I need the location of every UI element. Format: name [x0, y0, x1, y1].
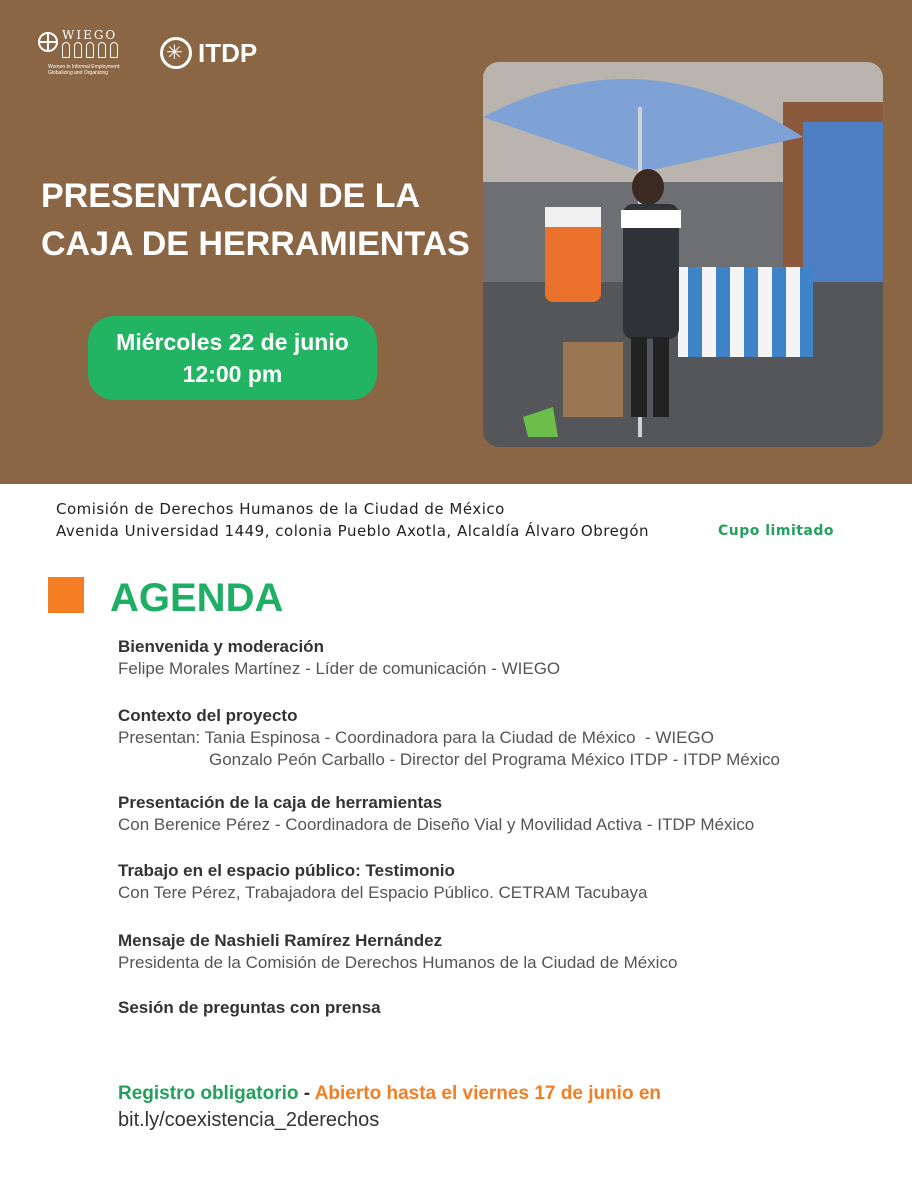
wiego-logo-text: WIEGO	[62, 28, 118, 42]
itdp-logo	[160, 34, 257, 72]
agenda-item-title: Bienvenida y moderación	[118, 637, 324, 656]
agenda-marker	[48, 577, 84, 613]
agenda-item-title: Sesión de preguntas con prensa	[118, 998, 381, 1017]
agenda-item	[118, 997, 878, 1019]
people-icon	[62, 42, 122, 58]
agenda-item-detail: Con Berenice Pérez - Coordinadora de Diseño Vial y Movilidad Activa - ITDP México	[118, 815, 755, 834]
agenda-item	[118, 860, 878, 904]
agenda-item	[118, 792, 878, 836]
date-badge	[88, 316, 377, 400]
title-line-1: PRESENTACIÓN DE LA	[41, 177, 421, 215]
agenda-item	[118, 930, 878, 974]
title-line-2: CAJA DE HERRAMIENTAS	[41, 225, 470, 263]
wiego-logo	[38, 28, 122, 82]
header-banner	[0, 0, 912, 484]
agenda-item-detail: Presidenta de la Comisión de Derechos Humanos de la Ciudad de México	[118, 953, 678, 972]
event-date: Miércoles 22 de junio	[116, 329, 349, 355]
capacity-note: Cupo limitado	[718, 523, 835, 539]
agenda-heading: AGENDA	[110, 576, 284, 620]
agenda-item-detail: Con Tere Pérez, Trabajadora del Espacio Público. CETRAM Tacubaya	[118, 883, 648, 902]
event-time: 12:00 pm	[182, 361, 283, 387]
agenda-item-title: Presentación de la caja de herramientas	[118, 793, 443, 812]
venue-address: Avenida Universidad 1449, colonia Pueblo Axotla, Alcaldía Álvaro Obregón	[56, 522, 650, 540]
agenda-item-detail: Felipe Morales Martínez - Líder de comunicación - WIEGO	[118, 659, 561, 678]
agenda-item	[118, 636, 878, 680]
venue-name: Comisión de Derechos Humanos de la Ciudad de México	[56, 500, 505, 518]
street-vendor-photo	[483, 62, 883, 447]
registration-note: Abierto hasta el viernes 17 de junio en	[314, 1083, 662, 1104]
registration-link[interactable]: bit.ly/coexistencia_2derechos	[118, 1109, 380, 1131]
wiego-tagline: Women in Informal Employment: Globalizing and Organizing	[48, 64, 121, 76]
agenda-item	[118, 705, 878, 771]
itdp-logo-text: ITDP	[198, 37, 258, 68]
agenda-item-detail-2: Gonzalo Peón Carballo - Director del Programa México ITDP - ITDP México	[209, 750, 780, 769]
agenda-item-detail: Presentan: Tania Espinosa - Coordinadora para la Ciudad de México - WIEGO	[118, 728, 714, 747]
event-title	[41, 172, 481, 268]
itdp-star-icon	[160, 37, 192, 69]
registration-line	[118, 1082, 661, 1106]
registration-separator: -	[298, 1083, 315, 1104]
registration-label: Registro obligatorio	[118, 1083, 299, 1104]
agenda-item-title: Trabajo en el espacio público: Testimonio	[118, 861, 455, 880]
agenda-item-title: Contexto del proyecto	[118, 706, 298, 725]
globe-icon	[38, 32, 58, 52]
agenda-item-title: Mensaje de Nashieli Ramírez Hernández	[118, 931, 443, 950]
